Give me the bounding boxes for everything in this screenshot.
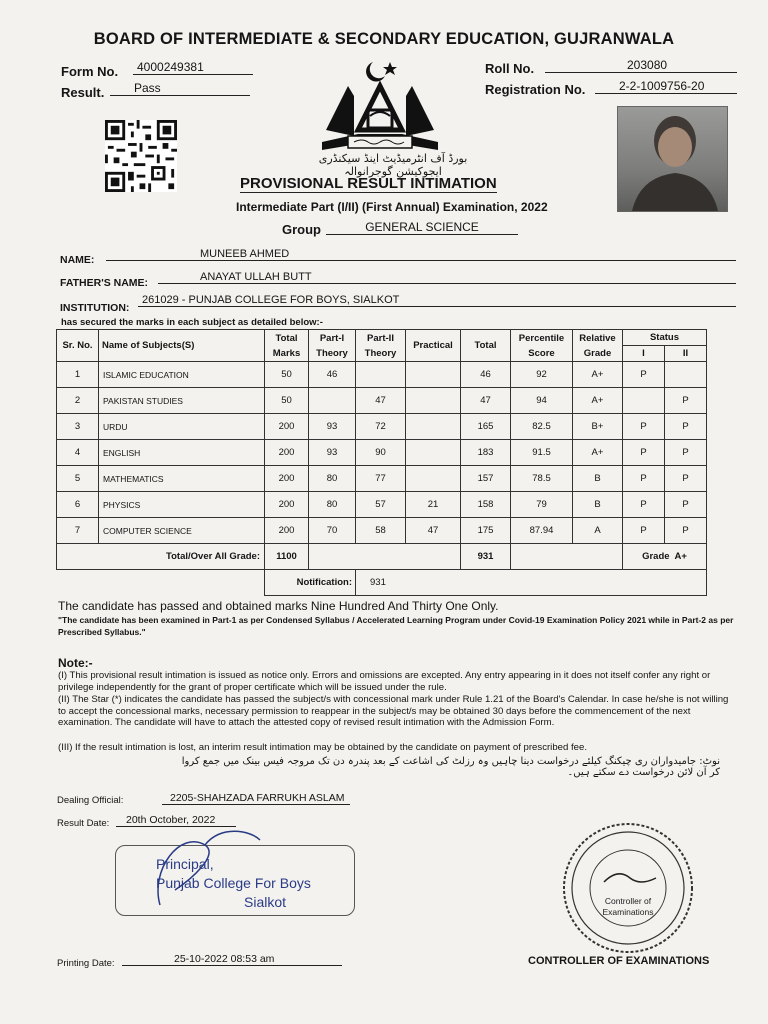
cell-grade: A+ xyxy=(573,362,623,388)
result-date-value: 20th October, 2022 xyxy=(116,814,236,827)
cell-percentile: 94 xyxy=(511,388,573,414)
cell-practical xyxy=(406,466,461,492)
cell-total-marks: 200 xyxy=(265,466,309,492)
printing-date-value: 25-10-2022 08:53 am xyxy=(122,953,342,966)
cell-percentile: 92 xyxy=(511,362,573,388)
col-header-status: Status xyxy=(623,330,707,346)
cell-s1: P xyxy=(623,440,665,466)
cell-total: 157 xyxy=(461,466,511,492)
cell-s1: P xyxy=(623,362,665,388)
col-header-status-ii: II xyxy=(665,346,707,362)
col-header-practical: Practical xyxy=(406,330,461,362)
cell-part2: 72 xyxy=(356,414,406,440)
result-value: Pass xyxy=(110,81,250,96)
cell-percentile: 79 xyxy=(511,492,573,518)
col-header-sr: Sr. No. xyxy=(57,330,99,362)
cell-s1 xyxy=(623,388,665,414)
cell-grade: B xyxy=(573,466,623,492)
candidate-photo-placeholder xyxy=(618,107,727,211)
cell-practical xyxy=(406,388,461,414)
col-header-part2: Part-II Theory xyxy=(356,330,406,362)
col-header-total-marks: Total Marks xyxy=(265,330,309,362)
urdu-board-name: بورڈ آف انٹرمیڈیٹ اینڈ سیکنڈری ایجوکیشن گوجرانوالہ xyxy=(318,152,468,178)
form-no-label: Form No. xyxy=(61,64,119,79)
roll-no-value: 203080 xyxy=(545,58,737,73)
note-3: (III) If the result intimation is lost, an interim result intimation may be obtained by the candidate on payment of prescribed fee. xyxy=(58,742,587,753)
cell-s2: P xyxy=(665,492,707,518)
notification-label: Notification: xyxy=(265,570,356,596)
name-label: NAME: xyxy=(60,254,95,266)
cell-percentile: 82.5 xyxy=(511,414,573,440)
cell-practical xyxy=(406,440,461,466)
registration-no-value: 2-2-1009756-20 xyxy=(595,79,737,94)
cell-percentile: 78.5 xyxy=(511,466,573,492)
col-header-part1: Part-I Theory xyxy=(309,330,356,362)
cell-total: 183 xyxy=(461,440,511,466)
name-value: MUNEEB AHMED xyxy=(106,248,736,261)
seal-text-line-2: Examinations xyxy=(602,907,654,917)
result-date-label: Result Date: xyxy=(57,818,110,829)
secured-marks-text: has secured the marks in each subject as detailed below:- xyxy=(61,317,323,328)
cell-s1: P xyxy=(623,492,665,518)
cell-total-marks: 50 xyxy=(265,362,309,388)
form-no-value: 4000249381 xyxy=(133,60,253,75)
cell-part1: 93 xyxy=(309,440,356,466)
cell-subject: PHYSICS xyxy=(99,492,265,518)
principal-stamp-line-3: Sialkot xyxy=(244,894,287,910)
col-header-percentile: Percentile Score xyxy=(511,330,573,362)
board-title: BOARD OF INTERMEDIATE & SECONDARY EDUCATION, GUJRANWALA xyxy=(93,30,675,48)
cell-total-marks: 50 xyxy=(265,388,309,414)
principal-stamp-line-2: Punjab College For Boys xyxy=(156,875,311,891)
col-header-grade: Relative Grade xyxy=(573,330,623,362)
principal-stamp-line-1: Principal, xyxy=(156,856,214,872)
cell-percentile: 91.5 xyxy=(511,440,573,466)
cell-practical xyxy=(406,414,461,440)
cell-grade: B+ xyxy=(573,414,623,440)
candidate-photo xyxy=(617,106,728,212)
col-header-status-i: I xyxy=(623,346,665,362)
cell-sr: 7 xyxy=(57,518,99,544)
cell-s2: P xyxy=(665,414,707,440)
col-header-subject: Name of Subjects(S) xyxy=(99,330,265,362)
dealing-official-value: 2205-SHAHZADA FARRUKH ASLAM xyxy=(162,792,350,805)
exam-title: Intermediate Part (I/II) (First Annual) Examination, 2022 xyxy=(236,200,548,214)
cell-grade: A+ xyxy=(573,388,623,414)
cell-practical xyxy=(406,362,461,388)
note-2: (II) The Star (*) indicates the candidate has passed the subject/s with concessional mark under Rule 1.21 of the Board's Calendar. In case he/she is not willing to accept the concessional marks, necessary permission to reappear in the subject/s may be obtained 30 days before the commencement of the next examination. The candidate will have to attach the attested copy of revised result intimation with the Admission Form. xyxy=(58,694,729,728)
note-1: (I) This provisional result intimation is issued as notice only. Errors and omissions are excepted. Any entry appearing in it does not itself confer any right or privilege independently for the grant of proper certificate which will be issued under the rule. xyxy=(58,670,711,693)
dealing-official-label: Dealing Official: xyxy=(57,795,124,806)
cell-subject: PAKISTAN STUDIES xyxy=(99,388,265,414)
institution-value: 261029 - PUNJAB COLLEGE FOR BOYS, SIALKOT xyxy=(138,294,736,307)
cell-s1: P xyxy=(623,518,665,544)
cell-total: 158 xyxy=(461,492,511,518)
overall-grade-value: A+ xyxy=(674,551,687,562)
total-label: Total/Over All Grade: xyxy=(57,544,265,570)
cell-part1 xyxy=(309,388,356,414)
printing-date-label: Printing Date: xyxy=(57,958,115,969)
cell-total-marks: 200 xyxy=(265,440,309,466)
cell-grade: A xyxy=(573,518,623,544)
cell-subject: ISLAMIC EDUCATION xyxy=(99,362,265,388)
cell-s2: P xyxy=(665,518,707,544)
cell-sr: 3 xyxy=(57,414,99,440)
cell-s2: P xyxy=(665,466,707,492)
total-marks-sum: 1100 xyxy=(265,544,309,570)
cell-part2: 58 xyxy=(356,518,406,544)
cell-part2: 90 xyxy=(356,440,406,466)
cell-part2: 47 xyxy=(356,388,406,414)
table-row xyxy=(57,362,707,388)
cell-sr: 2 xyxy=(57,388,99,414)
seal-text-line-1: Controller of xyxy=(604,896,652,906)
group-value: GENERAL SCIENCE xyxy=(326,220,518,235)
cell-part2: 77 xyxy=(356,466,406,492)
covid-policy-note: "The candidate has been examined in Part-1 as per Condensed Syllabus / Accelerated Learning Program under Covid-19 Examination Policy 2021 while in Part-2 as per Prescribed Syllabus." xyxy=(58,615,734,637)
cell-s2: P xyxy=(665,440,707,466)
cell-sr: 4 xyxy=(57,440,99,466)
cell-subject: URDU xyxy=(99,414,265,440)
cell-subject: ENGLISH xyxy=(99,440,265,466)
col-header-total: Total xyxy=(461,330,511,362)
table-row xyxy=(57,414,707,440)
cell-s1: P xyxy=(623,414,665,440)
cell-part1: 80 xyxy=(309,466,356,492)
registration-no-label: Registration No. xyxy=(485,82,586,97)
group-label: Group xyxy=(282,222,321,237)
total-empty-cell-2 xyxy=(511,544,623,570)
passed-statement: The candidate has passed and obtained marks Nine Hundred And Thirty One Only. xyxy=(58,599,499,613)
urdu-rechecking-note: نوٹ: جامیدواران ری چیکنگ کیلئے درخواست دینا چاہیں وہ رزلٹ کی اشاعت کے بعد پندرہ دن تک مروجہ فیس بینک میں جمع کروا کر آن لائن درخواست دے سکتے ہیں۔ xyxy=(181,756,720,778)
cell-total: 165 xyxy=(461,414,511,440)
cell-grade: B xyxy=(573,492,623,518)
cell-part2 xyxy=(356,362,406,388)
cell-sr: 5 xyxy=(57,466,99,492)
table-row xyxy=(57,518,707,544)
document-title: PROVISIONAL RESULT INTIMATION xyxy=(240,175,497,192)
note-heading: Note:- xyxy=(58,656,93,670)
cell-sr: 1 xyxy=(57,362,99,388)
cell-total-marks: 200 xyxy=(265,414,309,440)
controller-seal xyxy=(560,820,696,956)
cell-percentile: 87.94 xyxy=(511,518,573,544)
roll-no-label: Roll No. xyxy=(485,61,535,76)
cell-total: 46 xyxy=(461,362,511,388)
table-row xyxy=(57,466,707,492)
qr-code xyxy=(105,120,177,192)
result-label: Result. xyxy=(61,85,105,100)
cell-practical: 47 xyxy=(406,518,461,544)
cell-total-marks: 200 xyxy=(265,492,309,518)
cell-s1: P xyxy=(623,466,665,492)
cell-part1: 93 xyxy=(309,414,356,440)
table-row xyxy=(57,388,707,414)
cell-part2: 57 xyxy=(356,492,406,518)
table-row xyxy=(57,440,707,466)
cell-total: 175 xyxy=(461,518,511,544)
institution-label: INSTITUTION: xyxy=(60,302,130,314)
father-name-value: ANAYAT ULLAH BUTT xyxy=(158,271,736,284)
cell-subject: MATHEMATICS xyxy=(99,466,265,492)
cell-sr: 6 xyxy=(57,492,99,518)
total-empty-cell xyxy=(309,544,461,570)
cell-part1: 80 xyxy=(309,492,356,518)
cell-total-marks: 200 xyxy=(265,518,309,544)
controller-signature xyxy=(604,874,656,882)
controller-title: CONTROLLER OF EXAMINATIONS xyxy=(528,955,710,967)
total-obtained: 931 xyxy=(461,544,511,570)
cell-s2 xyxy=(665,362,707,388)
notification-spacer xyxy=(57,570,265,596)
cell-grade: A+ xyxy=(573,440,623,466)
cell-part1: 46 xyxy=(309,362,356,388)
marks-table xyxy=(56,329,707,596)
principal-signature xyxy=(150,820,270,920)
cell-practical: 21 xyxy=(406,492,461,518)
notification-value: 931 xyxy=(356,570,707,596)
father-name-label: FATHER'S NAME: xyxy=(60,277,149,289)
table-row xyxy=(57,492,707,518)
cell-subject: COMPUTER SCIENCE xyxy=(99,518,265,544)
cell-total: 47 xyxy=(461,388,511,414)
cell-s2: P xyxy=(665,388,707,414)
overall-grade-label: Grade xyxy=(642,551,670,562)
overall-grade-cell xyxy=(623,544,707,570)
cell-part1: 70 xyxy=(309,518,356,544)
